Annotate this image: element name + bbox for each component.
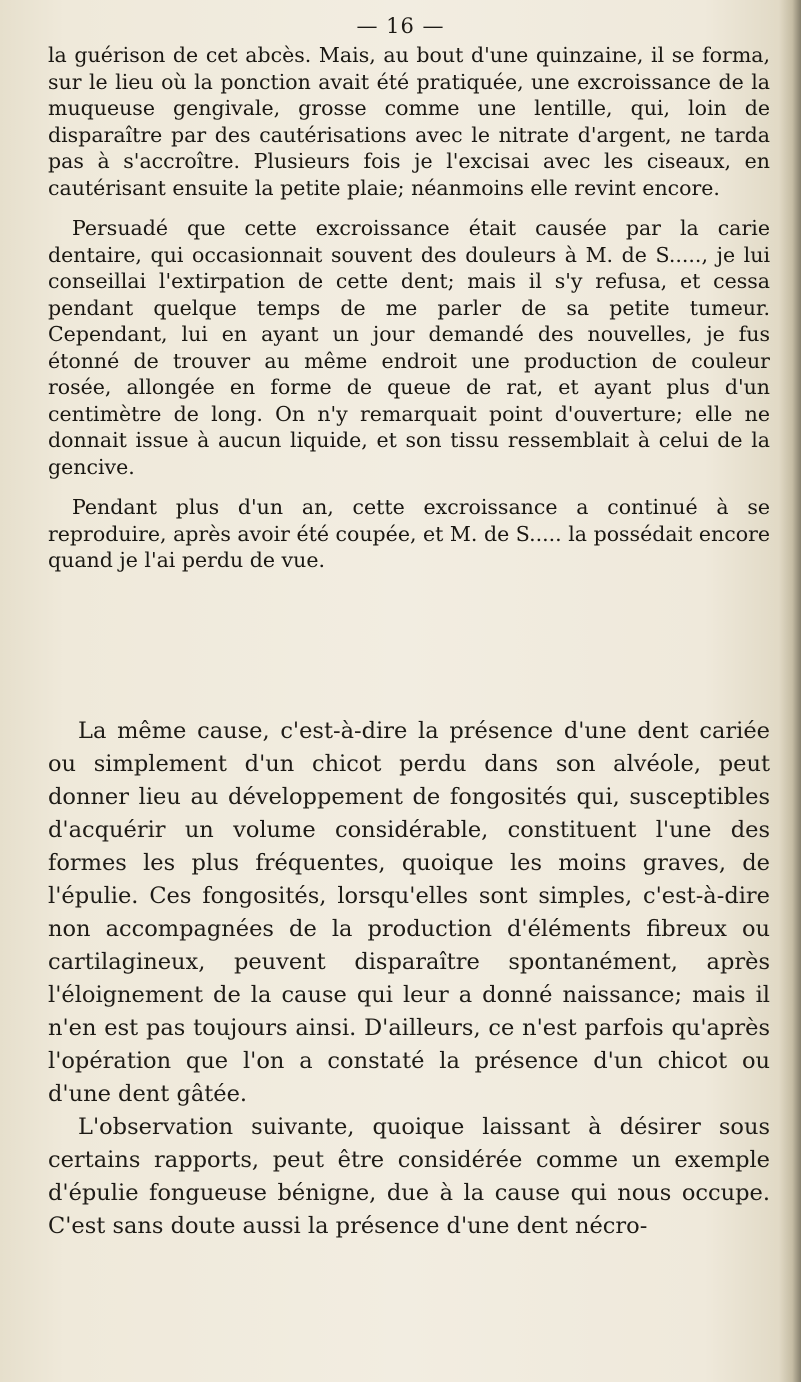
paragraph: L'observation suivante, quoique laissant à désirer sous certains rapports, peut être considérée comme un exemple d'épulie fongueuse bénigne, due à la cause qui nous occupe. C'est sans doute aussi la présence d'une dent nécro- xyxy=(48,1114,770,1239)
page-edge-shadow xyxy=(779,0,801,1382)
page-number: — 16 — xyxy=(356,14,445,38)
paragraph: Pendant plus d'un an, cette excroissance a continué à se reproduire, après avoir été coupée, et M. de S..... la possédait encore quand je l'ai perdu de vue. xyxy=(48,495,770,572)
paragraph: la guérison de cet abcès. Mais, au bout d'une quinzaine, il se forma, sur le lieu où la ponction avait été pratiquée, une excroissance de la muqueuse gengivale, grosse comme une lentille, qui, loin de disparaître par des cautérisations avec le nitrate d'argent, ne tarda pas à s'accroître. Plusieurs fois je l'excisai avec les ciseaux, en cautérisant ensuite la petite plaie; néanmoins elle revint encore. xyxy=(48,43,770,200)
main-body-text xyxy=(48,715,770,1243)
paragraph: La même cause, c'est-à-dire la présence d'une dent cariée ou simplement d'un chicot perdu dans son alvéole, peut donner lieu au développement de fongosités qui, susceptibles d'acquérir un volume considérable, constituent l'une des formes les plus fréquentes, quoique les moins graves, de l'épulie. Ces fongosités, lorsqu'elles sont simples, c'est-à-dire non accompagnées de la production d'éléments fibreux ou cartilagineux, peuvent disparaître spontanément, après l'éloignement de la cause qui leur a donné naissance; mais il n'en est pas toujours ainsi. D'ailleurs, ce n'est parfois qu'après l'opération que l'on a constaté la présence d'un chicot ou d'une dent gâtée. xyxy=(48,718,770,1107)
case-report-text xyxy=(48,42,770,588)
paragraph: Persuadé que cette excroissance était causée par la carie dentaire, qui occasionnait souvent des douleurs à M. de S....., je lui conseillai l'extirpation de cette dent; mais il s'y refusa, et cessa pendant quelque temps de me parler de sa petite tumeur. Cependant, lui en ayant un jour demandé des nouvelles, je fus étonné de trouver au même endroit une production de couleur rosée, allongée en forme de queue de rat, et ayant plus d'un centimètre de long. On n'y remarquait point d'ouverture; elle ne donnait issue à aucun liquide, et son tissu ressemblait à celui de la gencive. xyxy=(48,216,770,479)
